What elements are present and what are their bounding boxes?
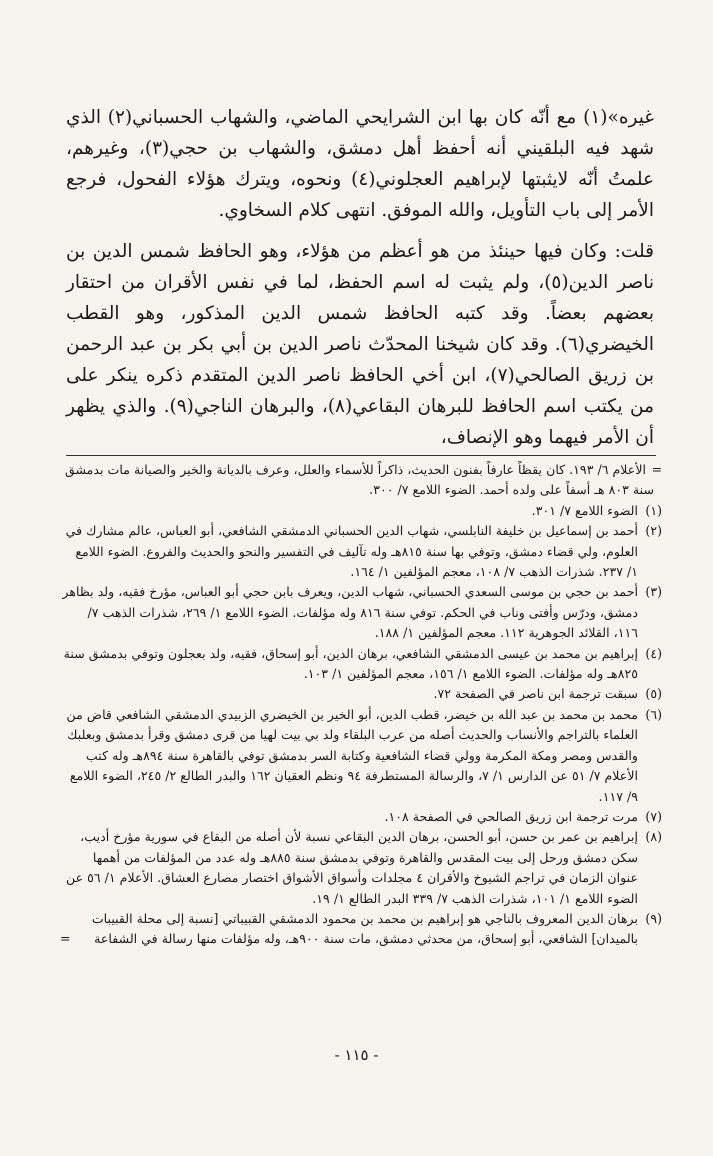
footnote-separator — [66, 455, 656, 456]
trailing-continuation-mark: = — [60, 931, 71, 947]
footnote-text: أحمد بن حجي بن موسى السعدي الحسباني، شهاب الدين، ويعرف بابن حجي أبو العباس، مؤرخ فقيه، ولد بظاهر دمشق، ودرّس وأفتى وناب في الحكم. توفي سنة ٨١٦ وله مؤلفات. الضوء اللامع ١/ ٢٦٩، شذرات الذهب ٧/ ١١٦، القلائد الجوهرية ١١٢. معجم المؤلفين ١/ ١٨٨. — [62, 584, 638, 641]
footnote-number: (٣) — [645, 584, 662, 600]
footnote-text: سبقت ترجمة ابن ناصر في الصفحة ٧٢. — [433, 686, 638, 702]
footnote-text: مرت ترجمة ابن زريق الصالحي في الصفحة ١٠٨. — [384, 808, 638, 824]
footnote-text: برهان الدين المعروف بالناجي هو إبراهيم بن محمد بن محمود الدمشقي القبيباتي [نسبة إلى محلة القبيبات بالميدان] الشافعي، أبو إسحاق، من محدثي دمشق، مات سنة ٩٠٠هـ، وله مؤلفات منها رسالة في الشفاعة — [91, 910, 638, 947]
footnote — [62, 909, 662, 950]
main-paragraph-1: غيره»(١) مع أنّه كان بها ابن الشرايحي الماضي، والشهاب الحسباني(٢) الذي شهد فيه البلقيني أنه أحفظ أهل دمشق، والشهاب بن حجي(٣)، وغيرهم، علمتُ أنّه لايثبتها لإبراهيم العجلوني(٤) ونحوه، ويترك هؤلاء الفحول، فرجع الأمر إلى باب التأويل، والله الموفق. انتهى كلام السخاوي. — [66, 107, 655, 221]
page-number: - ١١٥ - — [334, 1046, 379, 1064]
main-text — [66, 102, 654, 453]
footnote-number: (٥) — [645, 686, 662, 702]
footnote — [62, 501, 662, 521]
footnote-continuation-text: الأعلام ٦/ ١٩٣. كان يقظاً عارفاً بفنون الحديث، ذاكراً للأسماء والعلل، وعرف بالديانة والخير والصيانة مات بدمشق سنة ٨٠٣ هـ أسفاً على ولده أحمد. الضوء اللامع ٧/ ٣٠٠. — [64, 462, 654, 498]
footnote-number: (٩) — [645, 910, 662, 926]
footnote-text: إبراهيم بن محمد بن عيسى الدمشقي الشافعي، برهان الدين، أبو إسحاق، فقيه، ولد بعجلون وتوفي بدمشق سنة ٨٢٥هـ وله مؤلفات. الضوء اللامع ١/ ١٥٦، معجم المؤلفين ١/ ١٠٣. — [63, 645, 638, 682]
footnote — [62, 827, 662, 909]
footnote-text: محمد بن محمد بن عبد الله بن خيضر، قطب الدين، أبو الخير بن الخيضري الزبيدي الدمشقي الشافعي قاض من العلماء بالتراجم والأنساب والحديث أصله من عرب البلقاء ولد بي بيت لهيا من قرى دمشق وقرأ بدمشق وبعلبك والقدس ومصر ومكة المكرمة وولي قضاء الشافعية وكتابة السر بدمشق توفي بالقاهرة سنة ٨٩٤هـ وله كتب الأعلام ٧/ ٥١ عن الدارس ١/ ٧، والرسالة المستطرفة ٩٤ ونظم العقيان ١٦٢ والبدر الطالع ٢/ ٢٤٥، الضوء اللامع ٩/ ١١٧. — [66, 706, 638, 804]
footnote — [62, 807, 662, 827]
footnote-number: (٨) — [645, 829, 662, 845]
footnotes — [62, 460, 662, 950]
footnote-text: إبراهيم بن عمر بن حسن، أبو الحسن، برهان الدين البقاعي نسبة لأن أصله من البقاع في سورية مؤرخ أديب، سكن دمشق ورحل إلى بيت المقدس والقاهرة وتوفي بدمشق سنة ٨٨٥هـ وله عدد من المؤلفات من أهمها عنوان الزمان في تراجم الشيوخ والأقران ٤ مجلدات وأسواق الأشواق اختصار مصارع العشاق. الأعلام ١/ ٥٦ عن الضوء اللامع ١/ ١٠١، شذرات الذهب ٧/ ٣٣٩ البدر الطالع ١/ ١٩. — [66, 829, 638, 906]
footnote-number: (٢) — [645, 523, 662, 539]
footnote — [62, 582, 662, 643]
main-paragraph-2: قلت: وكان فيها حينئذ من هو أعظم من هؤلاء، وهو الحافظ شمس الدين بن ناصر الدين(٥)، ولم يثبت له اسم الحفظ، لما في نفس الأقران من احتقار بعضهم بعضاً. وقد كتبه الحافظ شمس الدين المذكور، وهو القطب الخيضري(٦). وقد كان شيخنا المحدّث ناصر الدين بن أبي بكر بن عبد الرحمن بن زريق الصالحي(٧)، ابن أخي الحافظ ناصر الدين المتقدم ذكره ينكر على من يكتب اسم الحافظ للبرهان البقاعي(٨)، والبرهان الناجي(٩). والذي يظهر أن الأمر فيهما وهو الإنصاف، — [66, 241, 654, 448]
footnote — [62, 684, 662, 704]
continuation-mark: = — [651, 462, 662, 477]
footnote — [62, 521, 662, 582]
footnote-number: (٧) — [645, 808, 662, 824]
footnote-number: (١) — [645, 502, 662, 518]
footnote-text: الضوء اللامع ٧/ ٣٠١. — [531, 502, 638, 518]
footnote-text: أحمد بن إسماعيل بن خليفة النابلسي، شهاب الدين الحسباني الدمشقي الشافعي، أبو العباس، عالم مشارك في العلوم، ولي قضاء دمشق، وتوفي بها سنة ٨١٥هـ وله تآليف في التفسير والنحو والحديث والفروع. الضوء اللامع ١/ ٢٣٧. شذرات الذهب ٧/ ١٠٨، معجم المؤلفين ١/ ١٦٤. — [65, 523, 638, 580]
footnote-continuation — [62, 460, 662, 501]
footnote — [62, 644, 662, 685]
footnote — [62, 705, 662, 807]
footnote-number: (٤) — [645, 645, 662, 661]
footnote-number: (٦) — [645, 706, 662, 722]
